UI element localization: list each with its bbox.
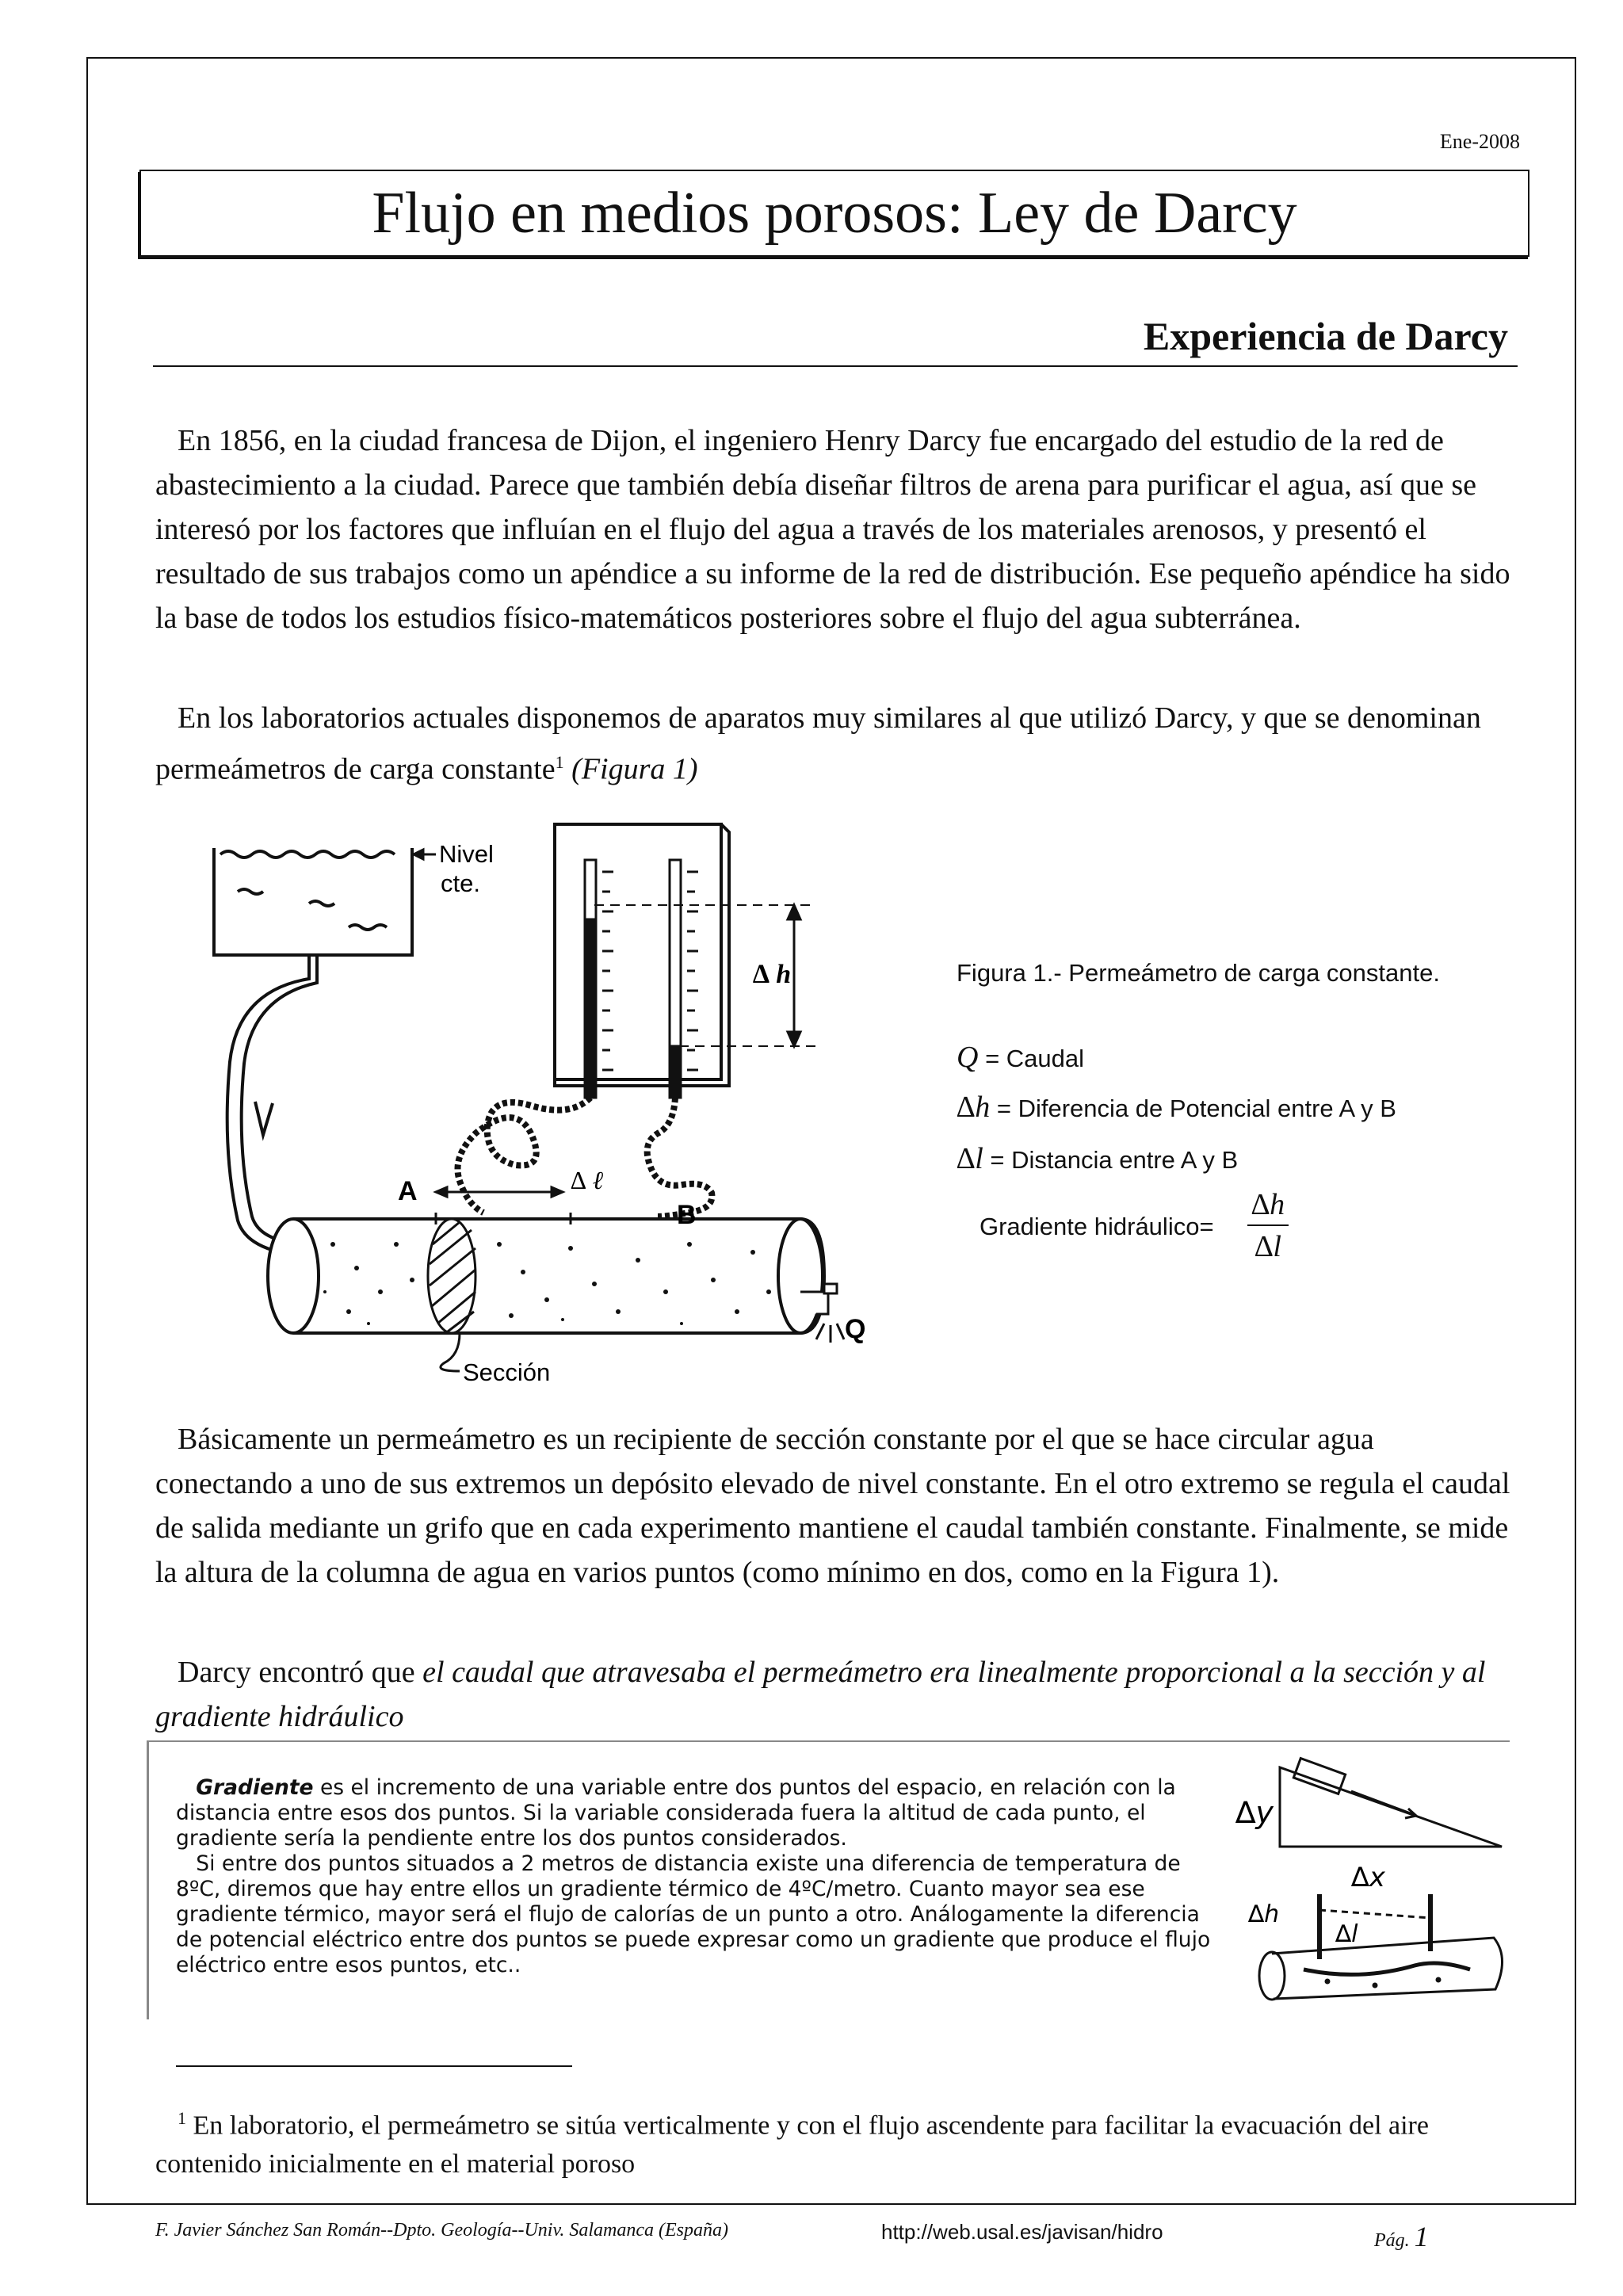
gradient-note-text <box>176 1775 1230 1978</box>
sketch-dx: ∆x <box>1351 1862 1385 1893</box>
body-p4-text: Darcy encontró que <box>178 1656 423 1689</box>
cte-label: cte. <box>441 869 480 897</box>
note-line-1: es el incremento de una variable entre dos puntos del espacio, en relación con la distancia entre esos dos puntos. Si la variable considerada fuera la altitud de cada punto, el gradiente sería la pendiente entre los dos puntos considerados. <box>176 1775 1176 1851</box>
body-p3-text: Básicamente un permeámetro es un recipiente de sección constante por el que se hace circular agua conectando a uno de sus extremos un depósito elevado de nivel constante. En el otro extremo se regula el caudal de salida mediante un grifo que en cada experimento mantiene el caudal también constante. Finalmente, se mide la altura de la columna de agua en varios puntos (como mínimo en dos, como en la Figura 1). <box>155 1423 1510 1589</box>
legend-dh-symbol: ∆h <box>957 1091 991 1124</box>
legend-dl-symbol: ∆l <box>957 1142 983 1175</box>
body-paragraph-3 <box>155 1417 1518 1595</box>
page-label: Pág. <box>1374 2230 1410 2251</box>
note-line-2: Si entre dos puntos situados a 2 metros de distancia existe una diferencia de temperatura de 8ºC, diremos que hay entre ellos un gradiente térmico de 4ºC/metro. Cuanto mayor sea ese gradiente térmico, mayor será el flujo de calorías de un punto a otro. Análogamente la diferencia de potencial eléctrico entre dos puntos se puede expresar como un gradiente que produce el flujo eléctrico entre esos puntos, etc.. <box>176 1851 1211 1977</box>
intro-p2-text: En los laboratorios actuales disponemos de aparatos muy similares al que utilizó Darcy, y que se denominan permeámetros de carga constante <box>155 701 1481 786</box>
footnote <box>155 2099 1518 2183</box>
tube-sketch <box>1259 1894 1503 2000</box>
header-date: Ene-2008 <box>1439 130 1520 153</box>
section-arrow <box>441 1333 460 1371</box>
footnote-ref[interactable]: 1 <box>555 752 564 772</box>
a-label: A <box>398 1176 418 1206</box>
gradient-sketch <box>1232 1752 1518 2005</box>
legend-dh-desc: = Diferencia de Potencial entre A y B <box>990 1095 1396 1122</box>
constant-level-tank <box>214 848 412 955</box>
legend-q-symbol: Q <box>957 1041 979 1074</box>
page-title: Flujo en medios porosos: Ley de Darcy <box>372 181 1297 246</box>
sketch-dl: ∆l <box>1335 1920 1358 1948</box>
footer-url[interactable]: http://web.usal.es/javisan/hidro <box>881 2220 1163 2244</box>
b-label: B <box>677 1200 697 1230</box>
slope-triangle <box>1280 1759 1502 1847</box>
gradient-denominator: ∆l <box>1254 1230 1281 1263</box>
footer-page <box>1374 2220 1429 2253</box>
footnote-mark: 1 <box>178 2108 186 2128</box>
sketch-dy: ∆y <box>1235 1795 1274 1830</box>
intro-paragraph-2 <box>155 696 1518 792</box>
footer-author: F. Javier Sánchez San Román--Dpto. Geología--Univ. Salamanca (España) <box>155 2220 728 2241</box>
title-box <box>139 170 1529 257</box>
body-paragraph-4 <box>155 1650 1518 1739</box>
permeameter-figure <box>198 816 896 1387</box>
seccion-label: Sección <box>463 1358 551 1386</box>
section-heading: Experiencia de Darcy <box>153 313 1518 367</box>
legend-dl-desc: = Distancia entre A y B <box>983 1146 1239 1174</box>
dl-label: ∆ ℓ <box>571 1166 603 1194</box>
intro-p1-text: En 1856, en la ciudad francesa de Dijon, el ingeniero Henry Darcy fue encargado del estudio de la red de abastecimiento a la ciudad. Parece que también debía diseñar filtros de arena para purificar el agua, así que se interesó por los factores que influían en el flujo del agua a través de los materiales arenosos, y presentó el resultado de sus trabajos como un apéndice a su informe de la red de distribución. Ese pequeño apéndice ha sido la base de todos los estudios físico-matemáticos posteriores sobre el flujo del agua subterránea. <box>155 424 1510 635</box>
gradient-fraction <box>1247 1185 1289 1267</box>
gradient-label: Gradiente hidráulico= <box>980 1213 1214 1240</box>
q-label: Q <box>845 1314 866 1344</box>
figure-ref: (Figura 1) <box>571 752 698 786</box>
gradient-term: Gradiente <box>196 1775 314 1800</box>
coiled-hoses <box>458 1098 712 1217</box>
intro-paragraph-1 <box>155 418 1518 640</box>
section-hatch <box>428 1219 475 1333</box>
legend-dh <box>957 1090 1396 1125</box>
dh-label: ∆ h <box>753 960 792 989</box>
footnote-text: En laboratorio, el permeámetro se sitúa verticalmente y con el flujo ascendente para facilitar la evacuación del aire contenido inicialmente en el material poroso <box>155 2111 1429 2179</box>
darcy-finding: el caudal que atravesaba el permeámetro era linealmente proporcional a la sección y al gradiente hidráulico <box>155 1656 1486 1733</box>
legend-q <box>957 1040 1084 1075</box>
figure-caption: Figura 1.- Permeámetro de carga constante. <box>957 959 1440 987</box>
permeameter-cylinder <box>268 1219 824 1333</box>
legend-q-desc: = Caudal <box>978 1045 1085 1072</box>
flow-arrow <box>255 1102 273 1135</box>
gradient-numerator: ∆h <box>1247 1185 1289 1226</box>
legend-dl <box>957 1141 1238 1176</box>
page-number: 1 <box>1414 2221 1429 2252</box>
nivel-label: Nivel <box>439 840 494 868</box>
sketch-dh: ∆h <box>1248 1901 1280 1928</box>
footnote-rule <box>176 2065 572 2067</box>
nivel-arrow <box>414 850 436 859</box>
